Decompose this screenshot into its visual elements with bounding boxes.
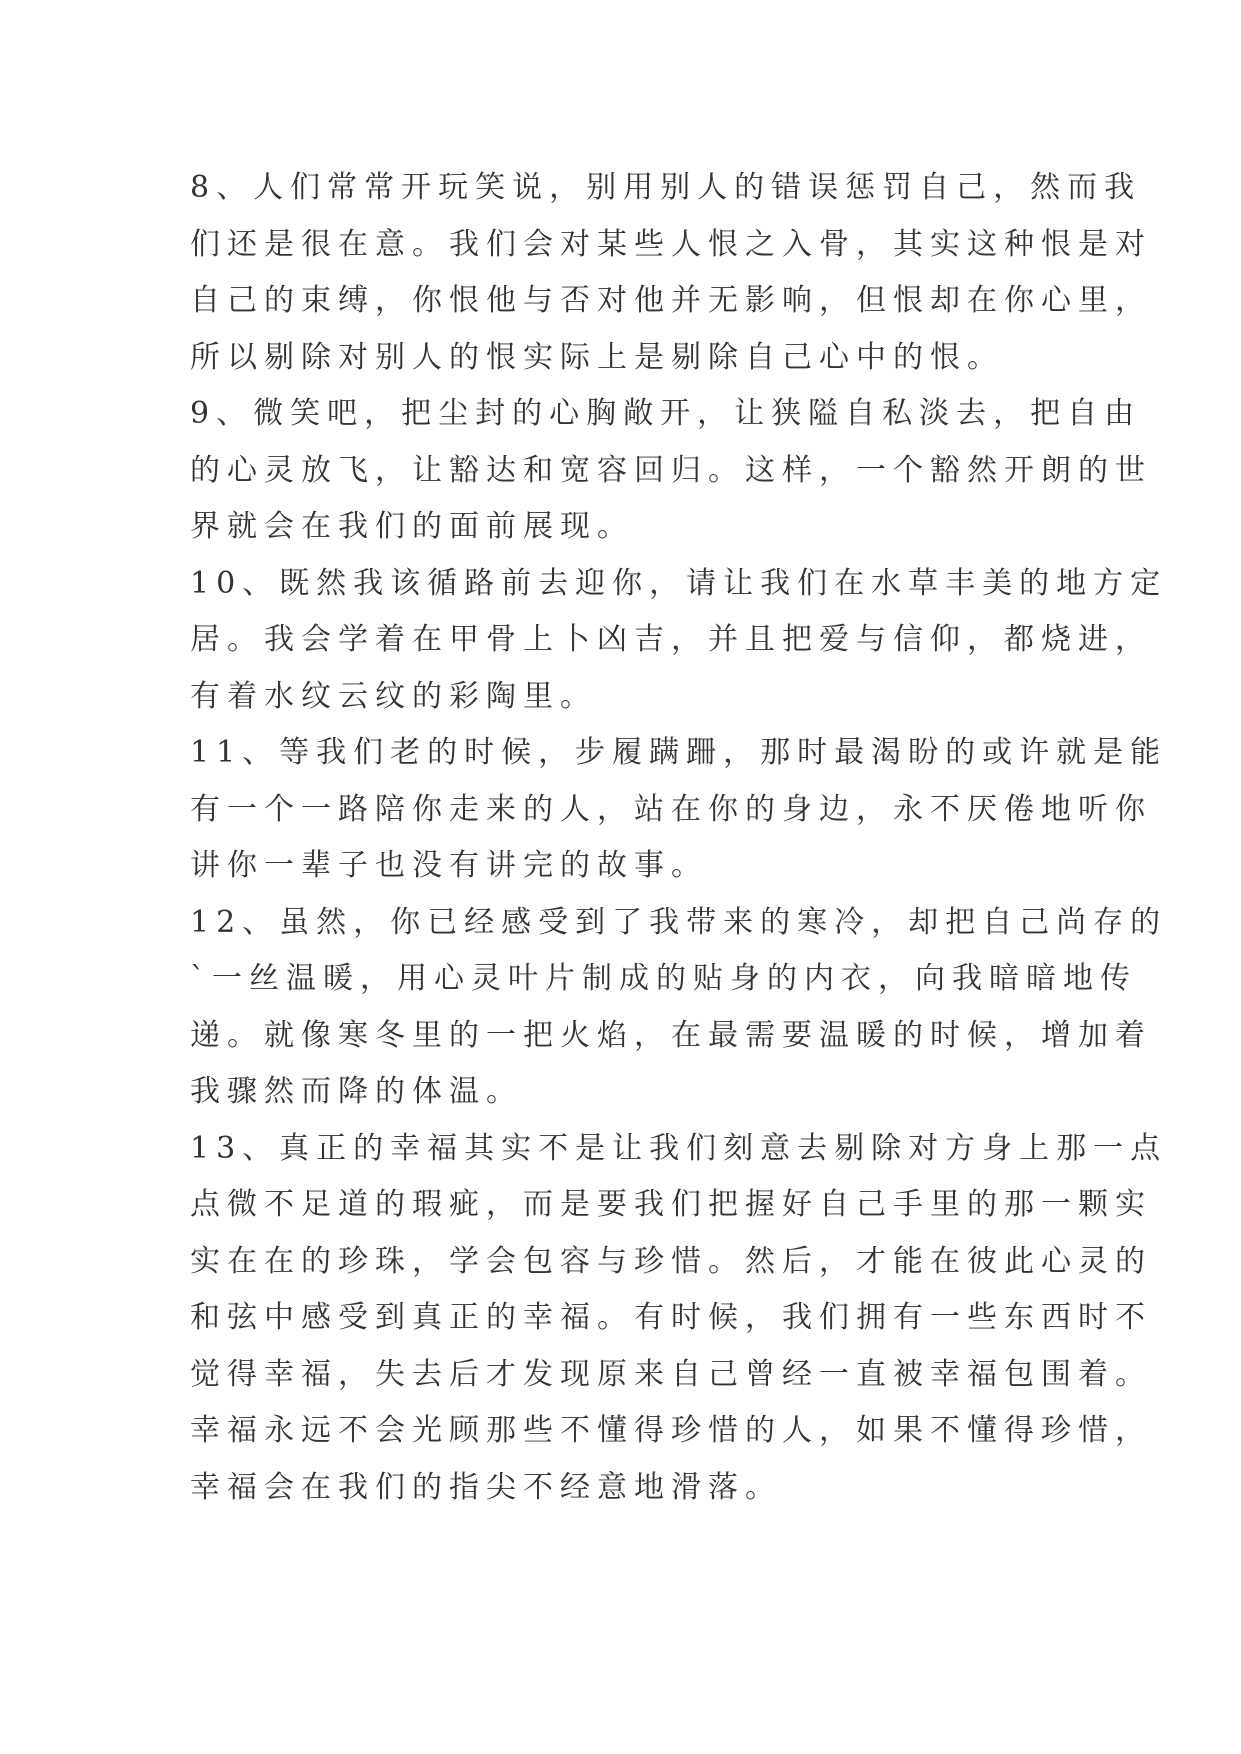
text-line: 递。就像寒冬里的一把火焰，在最需要温暖的时候，增加着 [190, 1017, 1152, 1053]
text-line: 10、既然我该循路前去迎你，请让我们在水草丰美的地方定 [190, 565, 1168, 601]
text-line: 9、微笑吧，把尘封的心胸敞开，让狭隘自私淡去，把自由 [190, 396, 1142, 431]
paragraph-9 [190, 386, 1152, 556]
paragraph-13 [190, 1121, 1168, 1517]
text-line: 居。我会学着在甲骨上卜凶吉，并且把爱与信仰，都烧进， [190, 622, 1152, 657]
text-line: 们还是很在意。我们会对某些人恨之入骨，其实这种恨是对 [190, 226, 1152, 262]
text-line: 幸福会在我们的指尖不经意地滑落。 [190, 1469, 782, 1505]
document-body [190, 160, 1168, 1516]
text-line: 觉得幸福，失去后才发现原来自己曾经一直被幸福包围着。 [190, 1356, 1152, 1392]
paragraph-11 [190, 725, 1168, 895]
text-line: 我骤然而降的体温。 [190, 1074, 523, 1109]
text-line: 自己的束缚，你恨他与否对他并无影响，但恨却在你心里， [190, 283, 1152, 318]
text-line: 点微不足道的瑕疵，而是要我们把握好自己手里的那一颗实 [190, 1187, 1152, 1222]
text-line: 界就会在我们的面前展现。 [190, 509, 634, 544]
text-line: 12、虽然，你已经感受到了我带来的寒冷，却把自己尚存的 [190, 904, 1168, 940]
text-line: 有一个一路陪你走来的人，站在你的身边，永不厌倦地听你 [190, 791, 1152, 827]
text-line: 所以剔除对别人的恨实际上是剔除自己心中的恨。 [190, 339, 1004, 375]
text-line: 13、真正的幸福其实不是让我们刻意去剔除对方身上那一点 [190, 1130, 1168, 1166]
text-line: 幸福永远不会光顾那些不懂得珍惜的人，如果不懂得珍惜， [190, 1413, 1152, 1448]
paragraph-12 [190, 895, 1168, 1121]
text-line: 实在在的珍珠，学会包容与珍惜。然后，才能在彼此心灵的 [190, 1243, 1152, 1279]
text-line: 8、人们常常开玩笑说，别用别人的错误惩罚自己，然而我 [190, 170, 1142, 205]
text-line: 11、等我们老的时候，步履蹒跚，那时最渴盼的或许就是能 [190, 735, 1168, 770]
text-line: 讲你一辈子也没有讲完的故事。 [190, 848, 708, 883]
text-line: 和弦中感受到真正的幸福。有时候，我们拥有一些东西时不 [190, 1300, 1152, 1335]
paragraph-10 [190, 556, 1168, 726]
text-line: 有着水纹云纹的彩陶里。 [190, 678, 597, 714]
paragraph-8 [190, 160, 1152, 386]
text-line: `一丝温暖，用心灵叶片制成的贴身的内衣，向我暗暗地传 [190, 961, 1137, 996]
text-line: 的心灵放飞，让豁达和宽容回归。这样，一个豁然开朗的世 [190, 452, 1152, 488]
